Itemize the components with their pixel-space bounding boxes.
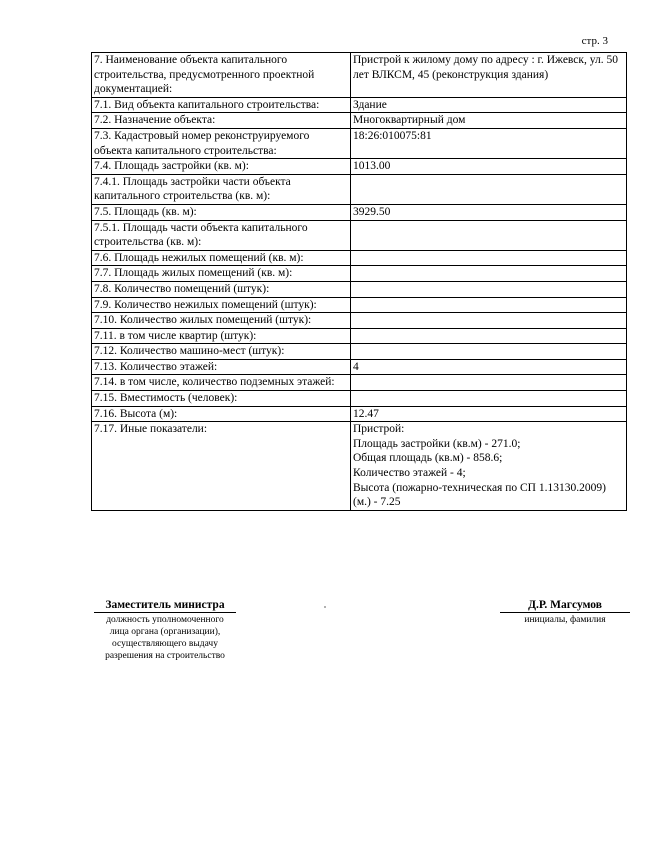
scan-dot xyxy=(324,606,326,608)
table-row xyxy=(92,422,627,511)
table-row xyxy=(92,250,627,266)
signatory-position-block xyxy=(94,598,236,662)
row-label: 7.7. Площадь жилых помещений (кв. м): xyxy=(92,266,351,282)
row-value xyxy=(351,250,627,266)
row-label: 7.11. в том числе квартир (штук): xyxy=(92,328,351,344)
row-value: 1013.00 xyxy=(351,159,627,175)
table-row xyxy=(92,53,627,98)
row-label: 7.13. Количество этажей: xyxy=(92,359,351,375)
row-label: 7.14. в том числе, количество подземных этажей: xyxy=(92,375,351,391)
row-value: 18:26:010075:81 xyxy=(351,128,627,158)
row-label: 7.12. Количество машино-мест (штук): xyxy=(92,344,351,360)
signatory-position: Заместитель министра xyxy=(94,598,236,613)
table-row xyxy=(92,375,627,391)
row-value xyxy=(351,297,627,313)
row-value: 4 xyxy=(351,359,627,375)
row-label: 7.4.1. Площадь застройки части объекта капитального строительства (кв. м): xyxy=(92,174,351,204)
row-value xyxy=(351,375,627,391)
signatory-name: Д.Р. Магсумов xyxy=(500,598,630,613)
table-row xyxy=(92,204,627,220)
row-value xyxy=(351,281,627,297)
signatory-position-caption: должность уполномоченного лица органа (организации), осуществляющего выдачу разрешения на строительство xyxy=(105,615,225,661)
row-label: 7.15. Вместимость (человек): xyxy=(92,391,351,407)
row-label: 7.6. Площадь нежилых помещений (кв. м): xyxy=(92,250,351,266)
row-value: Пристрой к жилому дому по адресу : г. Ижевск, ул. 50 лет ВЛКСМ, 45 (реконструкция здания) xyxy=(351,53,627,98)
table-row xyxy=(92,344,627,360)
row-value xyxy=(351,313,627,329)
parameters-table xyxy=(91,52,627,511)
row-value xyxy=(351,391,627,407)
row-value: 3929.50 xyxy=(351,204,627,220)
row-value: Здание xyxy=(351,97,627,113)
row-value xyxy=(351,174,627,204)
table-row xyxy=(92,313,627,329)
row-value: Многоквартирный дом xyxy=(351,113,627,129)
row-label: 7.8. Количество помещений (штук): xyxy=(92,281,351,297)
row-label: 7.9. Количество нежилых помещений (штук): xyxy=(92,297,351,313)
table-row xyxy=(92,391,627,407)
row-label: 7.16. Высота (м): xyxy=(92,406,351,422)
table-row xyxy=(92,328,627,344)
table-row xyxy=(92,266,627,282)
row-label: 7.5. Площадь (кв. м): xyxy=(92,204,351,220)
row-label: 7.5.1. Площадь части объекта капитального строительства (кв. м): xyxy=(92,220,351,250)
row-label: 7.17. Иные показатели: xyxy=(92,422,351,511)
table-row xyxy=(92,406,627,422)
row-label: 7.4. Площадь застройки (кв. м): xyxy=(92,159,351,175)
table-row xyxy=(92,97,627,113)
row-label: 7.3. Кадастровый номер реконструируемого объекта капитального строительства: xyxy=(92,128,351,158)
row-label: 7.1. Вид объекта капитального строительства: xyxy=(92,97,351,113)
signatory-name-block xyxy=(500,598,630,626)
table-row xyxy=(92,281,627,297)
table-row xyxy=(92,359,627,375)
row-label: 7.2. Назначение объекта: xyxy=(92,113,351,129)
table-row xyxy=(92,128,627,158)
page-number: стр. 3 xyxy=(581,35,608,47)
row-value xyxy=(351,266,627,282)
table-row xyxy=(92,220,627,250)
row-value xyxy=(351,220,627,250)
table-row xyxy=(92,113,627,129)
row-label: 7.10. Количество жилых помещений (штук): xyxy=(92,313,351,329)
row-label: 7. Наименование объекта капитального строительства, предусмотренного проектной документацией: xyxy=(92,53,351,98)
row-value xyxy=(351,344,627,360)
row-value xyxy=(351,328,627,344)
row-value: 12.47 xyxy=(351,406,627,422)
table-row xyxy=(92,297,627,313)
table-row xyxy=(92,159,627,175)
signatory-name-caption: инициалы, фамилия xyxy=(524,615,606,625)
table-row xyxy=(92,174,627,204)
row-value: Пристрой: Площадь застройки (кв.м) - 271.0; Общая площадь (кв.м) - 858.6; Количество этажей - 4; Высота (пожарно-техническая по СП 1.13130.2009)(м.) - 7.25 xyxy=(351,422,627,511)
